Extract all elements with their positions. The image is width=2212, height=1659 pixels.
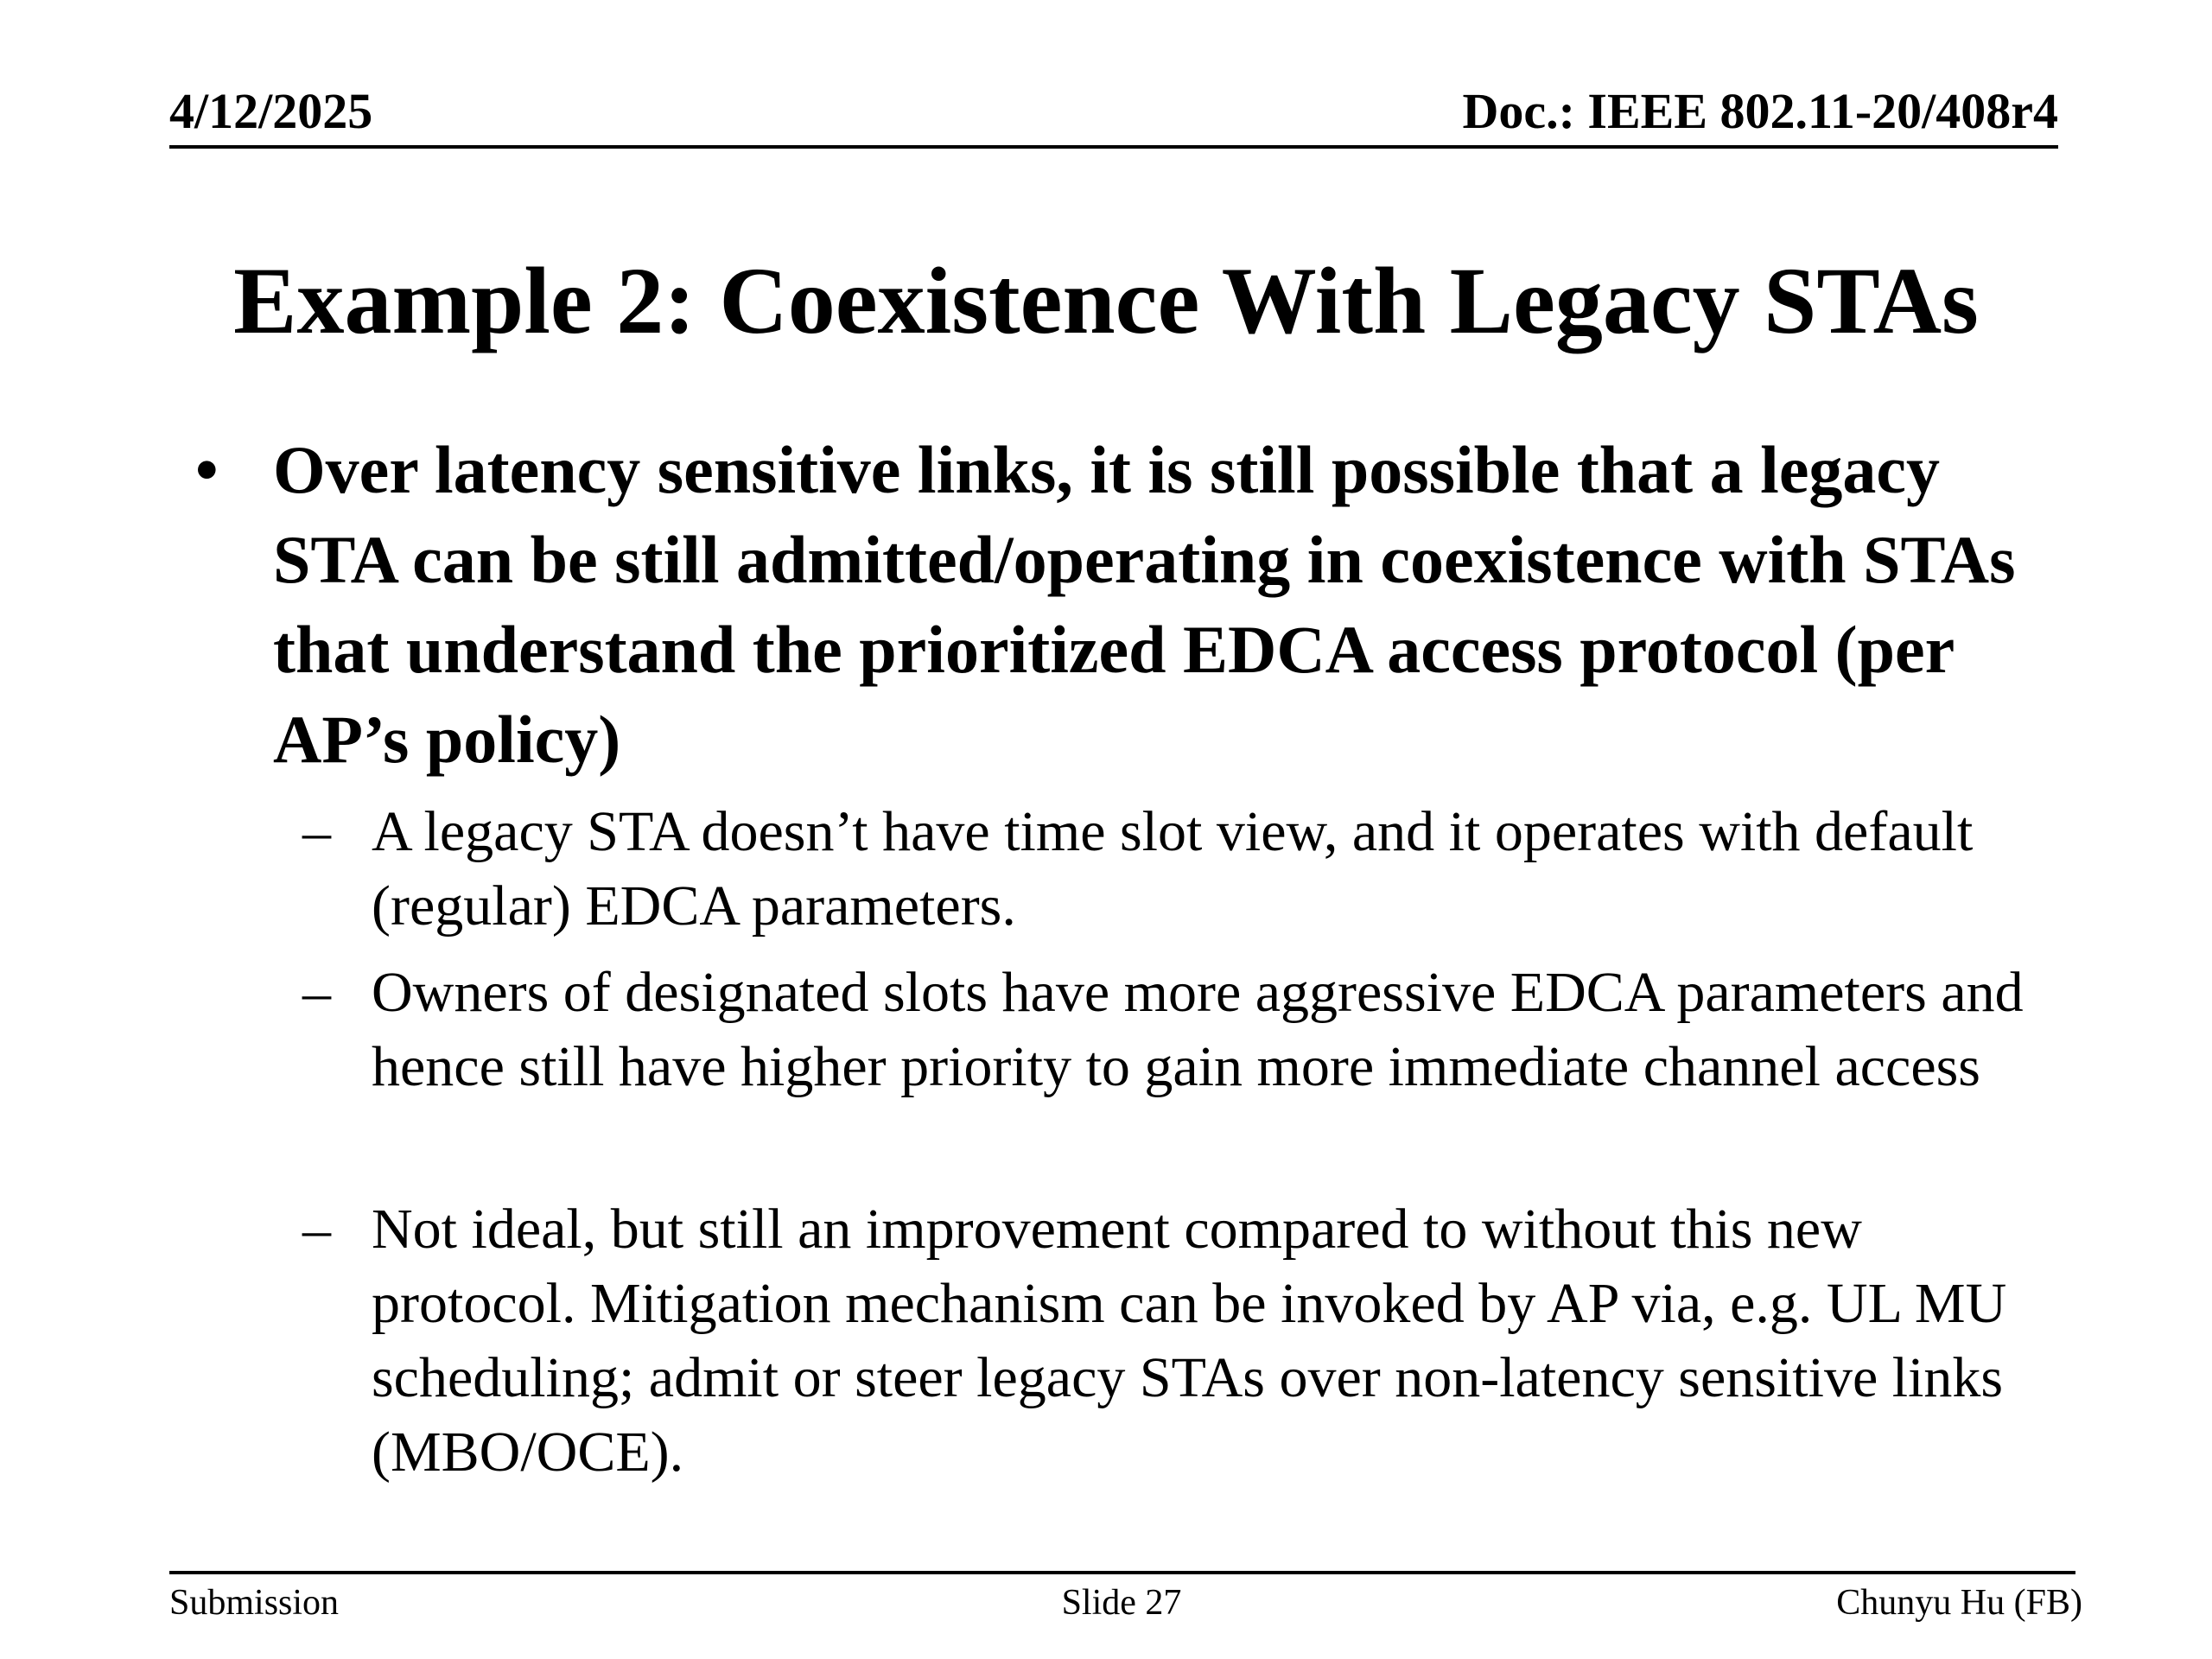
sub-bullet-marker: – — [302, 800, 331, 863]
sub-bullet-marker: – — [302, 1198, 331, 1261]
footer-author: Chunyu Hu (FB) — [1836, 1583, 2082, 1623]
sub-bullet-text: A legacy STA doesn’t have time slot view, and it operates with default (regular) EDCA parameters. — [372, 800, 1974, 938]
footer-divider — [169, 1571, 2075, 1574]
header-divider — [169, 145, 2058, 149]
sub-bullet-text: Owners of designated slots have more aggressive EDCA parameters and hence still have higher priority to gain more immediate channel access — [372, 961, 2024, 1098]
slide-title: Example 2: Coexistence With Legacy STAs — [233, 248, 1979, 353]
main-bullet-text: Over latency sensitive links, it is still possible that a legacy STA can be still admitted/operating in coexistence with STAs that understand the prioritized EDCA access protocol (per AP’s policy) — [273, 432, 2016, 777]
header-doc-id: Doc.: IEEE 802.11-20/408r4 — [1462, 83, 2058, 139]
header-date: 4/12/2025 — [169, 83, 373, 139]
footer-submission: Submission — [169, 1583, 340, 1623]
bullet-marker: • — [195, 434, 219, 506]
sub-bullet-marker: – — [302, 961, 331, 1024]
sub-bullet-text: Not ideal, but still an improvement compared to without this new protocol. Mitigation mechanism can be invoked by AP via, e.g. UL MU scheduling; admit or steer legacy STAs over non-latency sensitive links (MBO/OCE). — [372, 1198, 2007, 1484]
footer-slide-number: Slide 27 — [1061, 1583, 1182, 1623]
